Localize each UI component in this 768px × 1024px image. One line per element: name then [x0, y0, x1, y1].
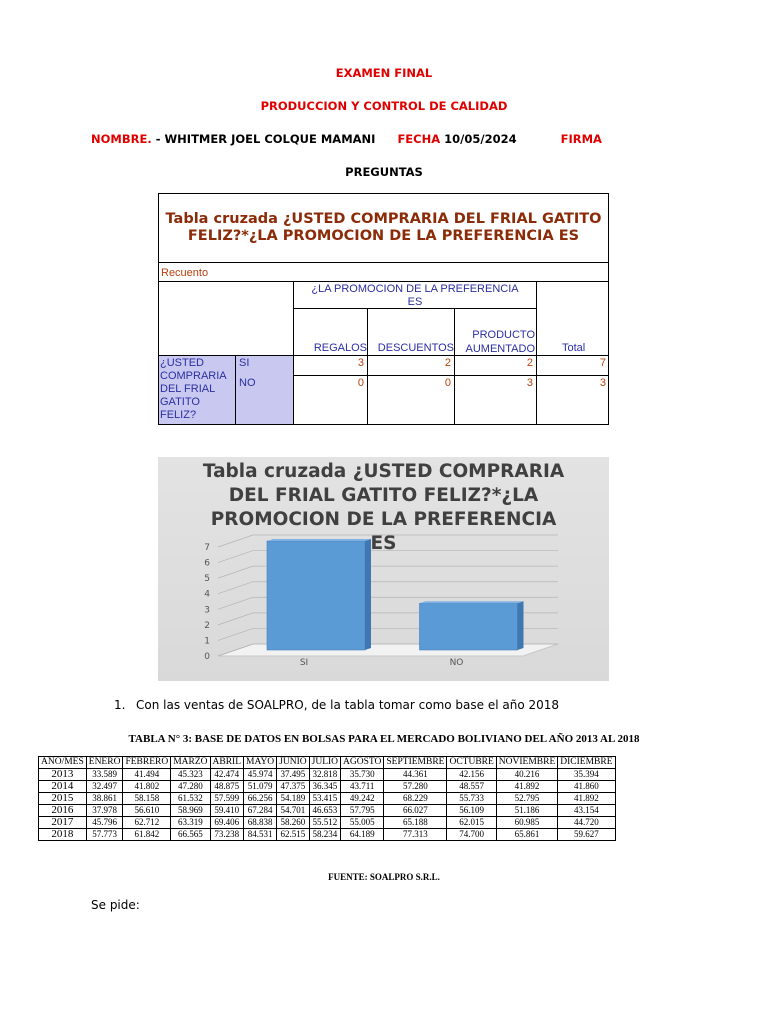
sales-table-header [39, 757, 616, 769]
value-cell: 35.730 [341, 769, 384, 781]
table-row [39, 769, 616, 781]
value-cell: 45.796 [86, 817, 123, 829]
value-cell: 51.079 [244, 781, 277, 793]
cell-si-total: 7 [599, 357, 606, 369]
header-cell: ENERO [86, 757, 123, 769]
bar-top [267, 539, 371, 541]
value-cell: 56.109 [447, 805, 496, 817]
value-cell: 68.229 [384, 793, 447, 805]
value-cell: 68.838 [244, 817, 277, 829]
value-cell: 57.773 [86, 829, 123, 841]
header-cell: JULIO [309, 757, 340, 769]
course-title: PRODUCCION Y CONTROL DE CALIDAD [260, 99, 508, 113]
value-cell: 45.323 [171, 769, 210, 781]
chart-plot [158, 457, 609, 681]
y-tick-label: 4 [204, 589, 210, 600]
value-cell: 66.256 [244, 793, 277, 805]
year-cell: 2016 [39, 805, 87, 817]
name-value: - WHITMER JOEL COLQUE MAMANI [155, 132, 376, 146]
bar-side [365, 539, 371, 650]
se-pide-label: Se pide: [91, 898, 140, 912]
value-cell: 32.497 [86, 781, 123, 793]
value-cell: 48.875 [210, 781, 244, 793]
year-cell: 2014 [39, 781, 87, 793]
col-header-total: Total [562, 342, 586, 354]
row-label-no: NO [239, 377, 256, 389]
date-value: 10/05/2024 [444, 132, 517, 146]
value-cell: 49.242 [341, 793, 384, 805]
value-cell: 51.186 [496, 805, 557, 817]
value-cell: 59.410 [210, 805, 244, 817]
col-group-header: ¿LA PROMOCION DE LA PREFERENCIA ES [311, 283, 519, 308]
header-cell: AÑO/MES [39, 757, 87, 769]
value-cell: 66.027 [384, 805, 447, 817]
value-cell: 65.861 [496, 829, 557, 841]
x-tick-label: SI [299, 658, 309, 668]
sales-table [38, 756, 616, 841]
value-cell: 61.842 [123, 829, 171, 841]
y-tick-label: 0 [204, 652, 210, 662]
value-cell: 56.610 [123, 805, 171, 817]
value-cell: 73.238 [210, 829, 244, 841]
value-cell: 57.795 [341, 805, 384, 817]
table-row [39, 781, 616, 793]
chart-title: Tabla cruzada ¿USTED COMPRARIA DEL FRIAL GATITO FELIZ?*¿LA PROMOCION DE LA PREFERENCIA ES [202, 461, 565, 554]
list-number: 1. [114, 698, 126, 712]
y-tick-label: 3 [204, 605, 210, 616]
value-cell: 59.627 [558, 829, 615, 841]
cell-no-descuentos: 0 [444, 377, 451, 389]
exam-title: EXAMEN FINAL [335, 66, 433, 80]
y-tick-label: 6 [204, 558, 210, 569]
value-cell: 42.156 [447, 769, 496, 781]
value-cell: 36.345 [309, 781, 340, 793]
value-cell: 58.234 [309, 829, 340, 841]
table-row [39, 805, 616, 817]
y-tick-label: 5 [204, 574, 210, 585]
crosstab-table [158, 193, 609, 425]
table-source: FUENTE: SOALPRO S.R.L. [328, 872, 440, 882]
value-cell: 43.154 [558, 805, 615, 817]
value-cell: 41.892 [558, 793, 615, 805]
year-cell: 2013 [39, 769, 87, 781]
table-row [39, 817, 616, 829]
bar [420, 603, 518, 650]
year-cell: 2017 [39, 817, 87, 829]
value-cell: 58.158 [123, 793, 171, 805]
header-cell: SEPTIEMBRE [384, 757, 447, 769]
value-cell: 47.280 [171, 781, 210, 793]
value-cell: 54.189 [277, 793, 309, 805]
value-cell: 37.495 [277, 769, 309, 781]
name-label: NOMBRE. [91, 132, 152, 146]
cell-si-regalos: 3 [357, 357, 364, 369]
value-cell: 67.284 [244, 805, 277, 817]
value-cell: 62.015 [447, 817, 496, 829]
date-label: FECHA [397, 132, 441, 146]
value-cell: 54.701 [277, 805, 309, 817]
value-cell: 44.720 [558, 817, 615, 829]
value-cell: 52.795 [496, 793, 557, 805]
header-cell: AGOSTO [341, 757, 384, 769]
bar [267, 541, 365, 650]
header-cell: ABRIL [210, 757, 244, 769]
value-cell: 48.557 [447, 781, 496, 793]
value-cell: 44.361 [384, 769, 447, 781]
row-variable-label: ¿USTED COMPRARIA DEL FRIAL GATITO FELIZ? [160, 357, 227, 421]
value-cell: 58.969 [171, 805, 210, 817]
value-cell: 62.515 [277, 829, 309, 841]
y-tick-label: 7 [204, 543, 210, 553]
value-cell: 33.589 [86, 769, 123, 781]
value-cell: 42.474 [210, 769, 244, 781]
col-header-regalos: REGALOS [313, 342, 367, 354]
sales-table-title: TABLA N° 3: BASE DE DATOS EN BOLSAS PARA EL MERCADO BOLIVIANO DEL AÑO 2013 AL 2018 [128, 733, 640, 745]
row-label-si: SI [239, 357, 250, 369]
value-cell: 57.599 [210, 793, 244, 805]
value-cell: 35.394 [558, 769, 615, 781]
col-header-descuentos: DESCUENTOS [377, 342, 454, 354]
value-cell: 55.005 [341, 817, 384, 829]
header-cell: OCTUBRE [447, 757, 496, 769]
bar-chart [158, 457, 609, 681]
questions-heading: PREGUNTAS [345, 165, 423, 179]
table-row [39, 829, 616, 841]
crosstab-title: Tabla cruzada ¿USTED COMPRARIA DEL FRIAL GATITO FELIZ?*¿LA PROMOCION DE LA PREFERENCIA ES [165, 211, 602, 244]
header-cell: MAYO [244, 757, 277, 769]
header-cell: MARZO [171, 757, 210, 769]
value-cell: 55.512 [309, 817, 340, 829]
cell-si-producto: 2 [526, 357, 533, 369]
cell-no-total: 3 [599, 377, 606, 389]
value-cell: 32.818 [309, 769, 340, 781]
count-label: Recuento [161, 267, 209, 279]
value-cell: 62.712 [123, 817, 171, 829]
header-cell: NOVIEMBRE [496, 757, 557, 769]
value-cell: 41.802 [123, 781, 171, 793]
y-tick-label: 1 [204, 636, 210, 647]
value-cell: 77.313 [384, 829, 447, 841]
value-cell: 53.415 [309, 793, 340, 805]
value-cell: 46.653 [309, 805, 340, 817]
cell-no-producto: 3 [526, 377, 533, 389]
value-cell: 57.280 [384, 781, 447, 793]
value-cell: 69.406 [210, 817, 244, 829]
value-cell: 41.860 [558, 781, 615, 793]
value-cell: 37.978 [86, 805, 123, 817]
signature-label: FIRMA [560, 132, 602, 146]
value-cell: 41.494 [123, 769, 171, 781]
value-cell: 45.974 [244, 769, 277, 781]
header-cell: JUNIO [277, 757, 309, 769]
year-cell: 2018 [39, 829, 87, 841]
list-text: Con las ventas de SOALPRO, de la tabla tomar como base el año 2018 [136, 698, 560, 712]
col-header-producto: PRODUCTO AUMENTADO [465, 329, 535, 355]
value-cell: 63.319 [171, 817, 210, 829]
value-cell: 47.375 [277, 781, 309, 793]
header-cell: DICIEMBRE [558, 757, 615, 769]
table-row [39, 793, 616, 805]
y-tick-label: 2 [204, 620, 210, 631]
value-cell: 66.565 [171, 829, 210, 841]
value-cell: 65.188 [384, 817, 447, 829]
student-info-row [91, 132, 602, 146]
bar-top [420, 601, 524, 603]
x-tick-label: NO [449, 658, 464, 668]
value-cell: 64.189 [341, 829, 384, 841]
header-cell: FEBRERO [123, 757, 171, 769]
value-cell: 38.861 [86, 793, 123, 805]
value-cell: 60.985 [496, 817, 557, 829]
value-cell: 43.711 [341, 781, 384, 793]
value-cell: 84.531 [244, 829, 277, 841]
cell-no-regalos: 0 [357, 377, 364, 389]
cell-si-descuentos: 2 [444, 357, 451, 369]
value-cell: 41.892 [496, 781, 557, 793]
value-cell: 40.216 [496, 769, 557, 781]
value-cell: 55.733 [447, 793, 496, 805]
value-cell: 58.260 [277, 817, 309, 829]
year-cell: 2015 [39, 793, 87, 805]
value-cell: 61.532 [171, 793, 210, 805]
value-cell: 74.700 [447, 829, 496, 841]
bar-side [518, 601, 524, 650]
